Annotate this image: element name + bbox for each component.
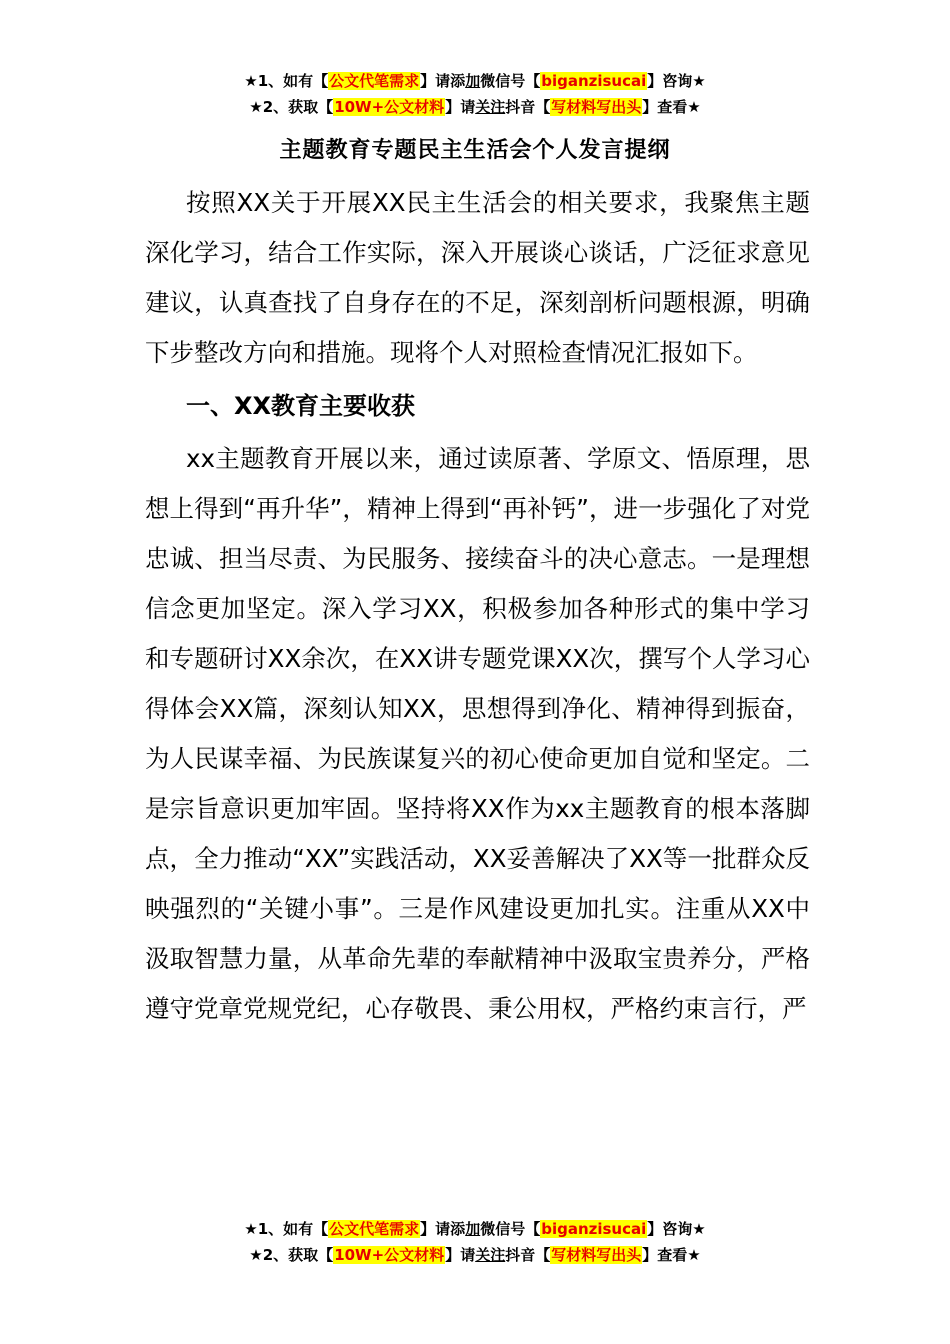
banner-text: 】请 xyxy=(445,1246,476,1264)
banner-underlined-text: 关注 xyxy=(475,98,506,116)
banner-text: 】请添 xyxy=(420,1220,466,1238)
highlight-materials: 10W+公文材料 xyxy=(334,1246,445,1264)
banner-text: 】咨询★ xyxy=(647,1220,706,1238)
banner-text: ★1、如有【 xyxy=(244,72,329,90)
banner-underlined-text: 加 xyxy=(465,72,481,90)
section-heading: 一、XX教育主要收获 xyxy=(186,392,416,420)
document-body xyxy=(145,178,810,1034)
banner-line-2 xyxy=(0,94,950,120)
highlight-wechat-id: biganzisucai xyxy=(541,72,647,90)
highlight-service: 公文代笔需求 xyxy=(329,1220,420,1238)
highlight-service: 公文代笔需求 xyxy=(329,72,420,90)
header-banner xyxy=(0,68,950,120)
footer-banner xyxy=(0,1216,950,1268)
banner-underlined-text: 关注 xyxy=(475,1246,506,1264)
banner-text: 】查看★ xyxy=(642,98,701,116)
banner-text: 微信号【 xyxy=(480,72,541,90)
banner-text: 】查看★ xyxy=(642,1246,701,1264)
banner-line-2 xyxy=(0,1242,950,1268)
banner-text: 微信号【 xyxy=(480,1220,541,1238)
banner-text: 】请 xyxy=(445,98,476,116)
banner-text: ★1、如有【 xyxy=(244,1220,329,1238)
banner-text: 抖音【 xyxy=(505,1246,551,1264)
banner-text: 】请添 xyxy=(420,72,466,90)
banner-underlined-text: 加 xyxy=(465,1220,481,1238)
section-paragraph: xx主题教育开展以来，通过读原著、学原文、悟原理，思想上得到“再升华”，精神上得到“再补钙”，进一步强化了对党忠诚、担当尽责、为民服务、接续奋斗的决心意志。一是理想信念更加坚定。深入学习XX，积极参加各种形式的集中学习和专题研讨XX余次，在XX讲专题党课XX次，撰写个人学习心得体会XX篇，深刻认知XX，思想得到净化、精神得到振奋，为人民谋幸福、为民族谋复兴的初心使命更加自觉和坚定。二是宗旨意识更加牢固。坚持将XX作为xx主题教育的根本落脚点，全力推动“XX”实践活动，XX妥善解决了XX等一批群众反映强烈的“关键小事”。三是作风建设更加扎实。注重从XX中汲取智慧力量，从革命先辈的奉献精神中汲取宝贵养分，严格遵守党章党规党纪，心存敬畏、秉公用权，严格约束言行，严 xyxy=(145,444,810,1023)
banner-text: ★2、获取【 xyxy=(249,98,334,116)
highlight-materials: 10W+公文材料 xyxy=(334,98,445,116)
highlight-douyin-account: 写材料写出头 xyxy=(551,1246,642,1264)
banner-line-1 xyxy=(0,1216,950,1242)
banner-line-1 xyxy=(0,68,950,94)
banner-text: 抖音【 xyxy=(505,98,551,116)
banner-text: ★2、获取【 xyxy=(249,1246,334,1264)
highlight-douyin-account: 写材料写出头 xyxy=(551,98,642,116)
intro-paragraph: 按照XX关于开展XX民主生活会的相关要求，我聚焦主题深化学习，结合工作实际，深入开展谈心谈话，广泛征求意见建议，认真查找了自身存在的不足，深刻剖析问题根源，明确下步整改方向和措施。现将个人对照检查情况汇报如下。 xyxy=(145,188,810,367)
banner-text: 】咨询★ xyxy=(647,72,706,90)
highlight-wechat-id: biganzisucai xyxy=(541,1220,647,1238)
document-title: 主题教育专题民主生活会个人发言提纲 xyxy=(279,138,671,163)
